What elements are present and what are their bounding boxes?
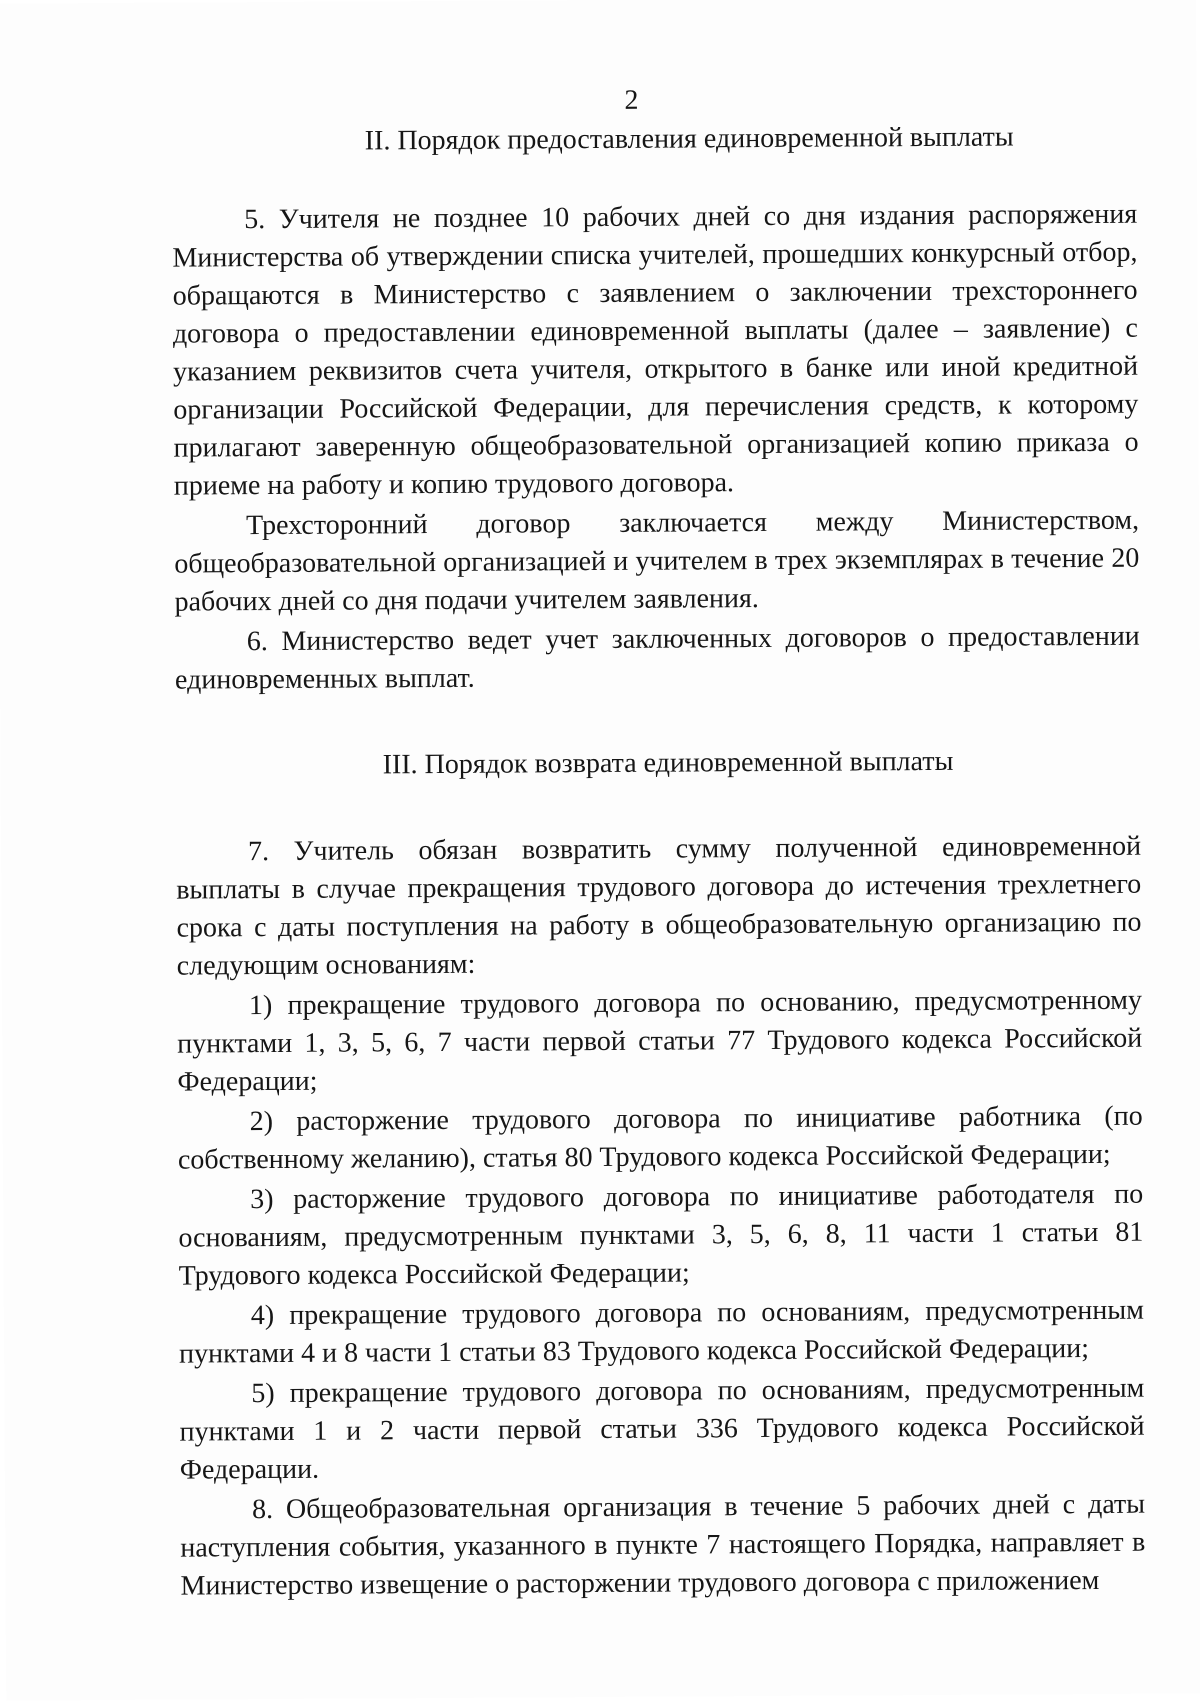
list-item-5: 5) прекращение трудового договора по основаниям, предусмотренным пунктами 1 и 2 части первой статьи 336 Трудового кодекса Российской Федерации.: [179, 1372, 1145, 1486]
paragraph-7: 7. Учитель обязан возвратить сумму полученной единовременной выплаты в случае прекращения трудового договора до истечения трехлетнего срока с даты поступления на работу в общеобразовательную организацию по следующим основаниям:: [176, 830, 1142, 982]
list-item-2: 2) расторжение трудового договора по инициативе работника (по собственному желанию), статья 80 Трудового кодекса Российской Федерации;: [177, 1100, 1143, 1176]
list-item-4: 4) прекращение трудового договора по основаниям, предусмотренным пунктами 4 и 8 части 1 статьи 83 Трудового кодекса Российской Федерации;: [179, 1294, 1144, 1370]
list-item-3: 3) расторжение трудового договора по инициативе работодателя по основаниям, предусмотренным пунктами 3, 5, 6, 8, 11 части 1 статьи 81 Трудового кодекса Российской Федерации;: [178, 1178, 1144, 1292]
document-body: [172, 118, 1146, 1606]
paragraph-6: 6. Министерство ведет учет заключенных договоров о предоставлении единовременных выплат.: [174, 620, 1140, 696]
list-item-1: 1) прекращение трудового договора по основанию, предусмотренному пунктами 1, 3, 5, 6, 7 части первой статьи 77 Трудового кодекса Российской Федерации;: [177, 984, 1143, 1098]
section-heading-2: II. Порядок предоставления единовременной выплаты: [364, 121, 1014, 157]
paragraph-5-tripartite: Трехсторонний договор заключается между Министерством, общеобразовательной организацией и учителем в трех экземплярах в течение 20 рабочих дней со дня подачи учителем заявления.: [174, 504, 1140, 618]
page-number: 2: [624, 84, 639, 116]
paragraph-5: 5. Учителя не позднее 10 рабочих дней со дня издания распоряжения Министерства об утверждении списка учителей, прошедших конкурсный отбор, обращаются в Министерство с заявлением о заключении трехстороннего договора о предоставлении единовременной выплаты (далее – заявление) с указанием реквизитов счета учителя, открытого в банке или иной кредитной организации Российской Федерации, для перечисления средств, к которому прилагают заверенную общеобразовательной организацией копию приказа о приеме на работу и копию трудового договора.: [172, 198, 1139, 502]
paragraph-8: 8. Общеобразовательная организация в течение 5 рабочих дней с даты наступления события, указанного в пункте 7 настоящего Порядка, направляет в Министерство извещение о расторжении трудового договора с приложением: [180, 1488, 1146, 1602]
section-heading-3: III. Порядок возврата единовременной выплаты: [382, 745, 954, 781]
